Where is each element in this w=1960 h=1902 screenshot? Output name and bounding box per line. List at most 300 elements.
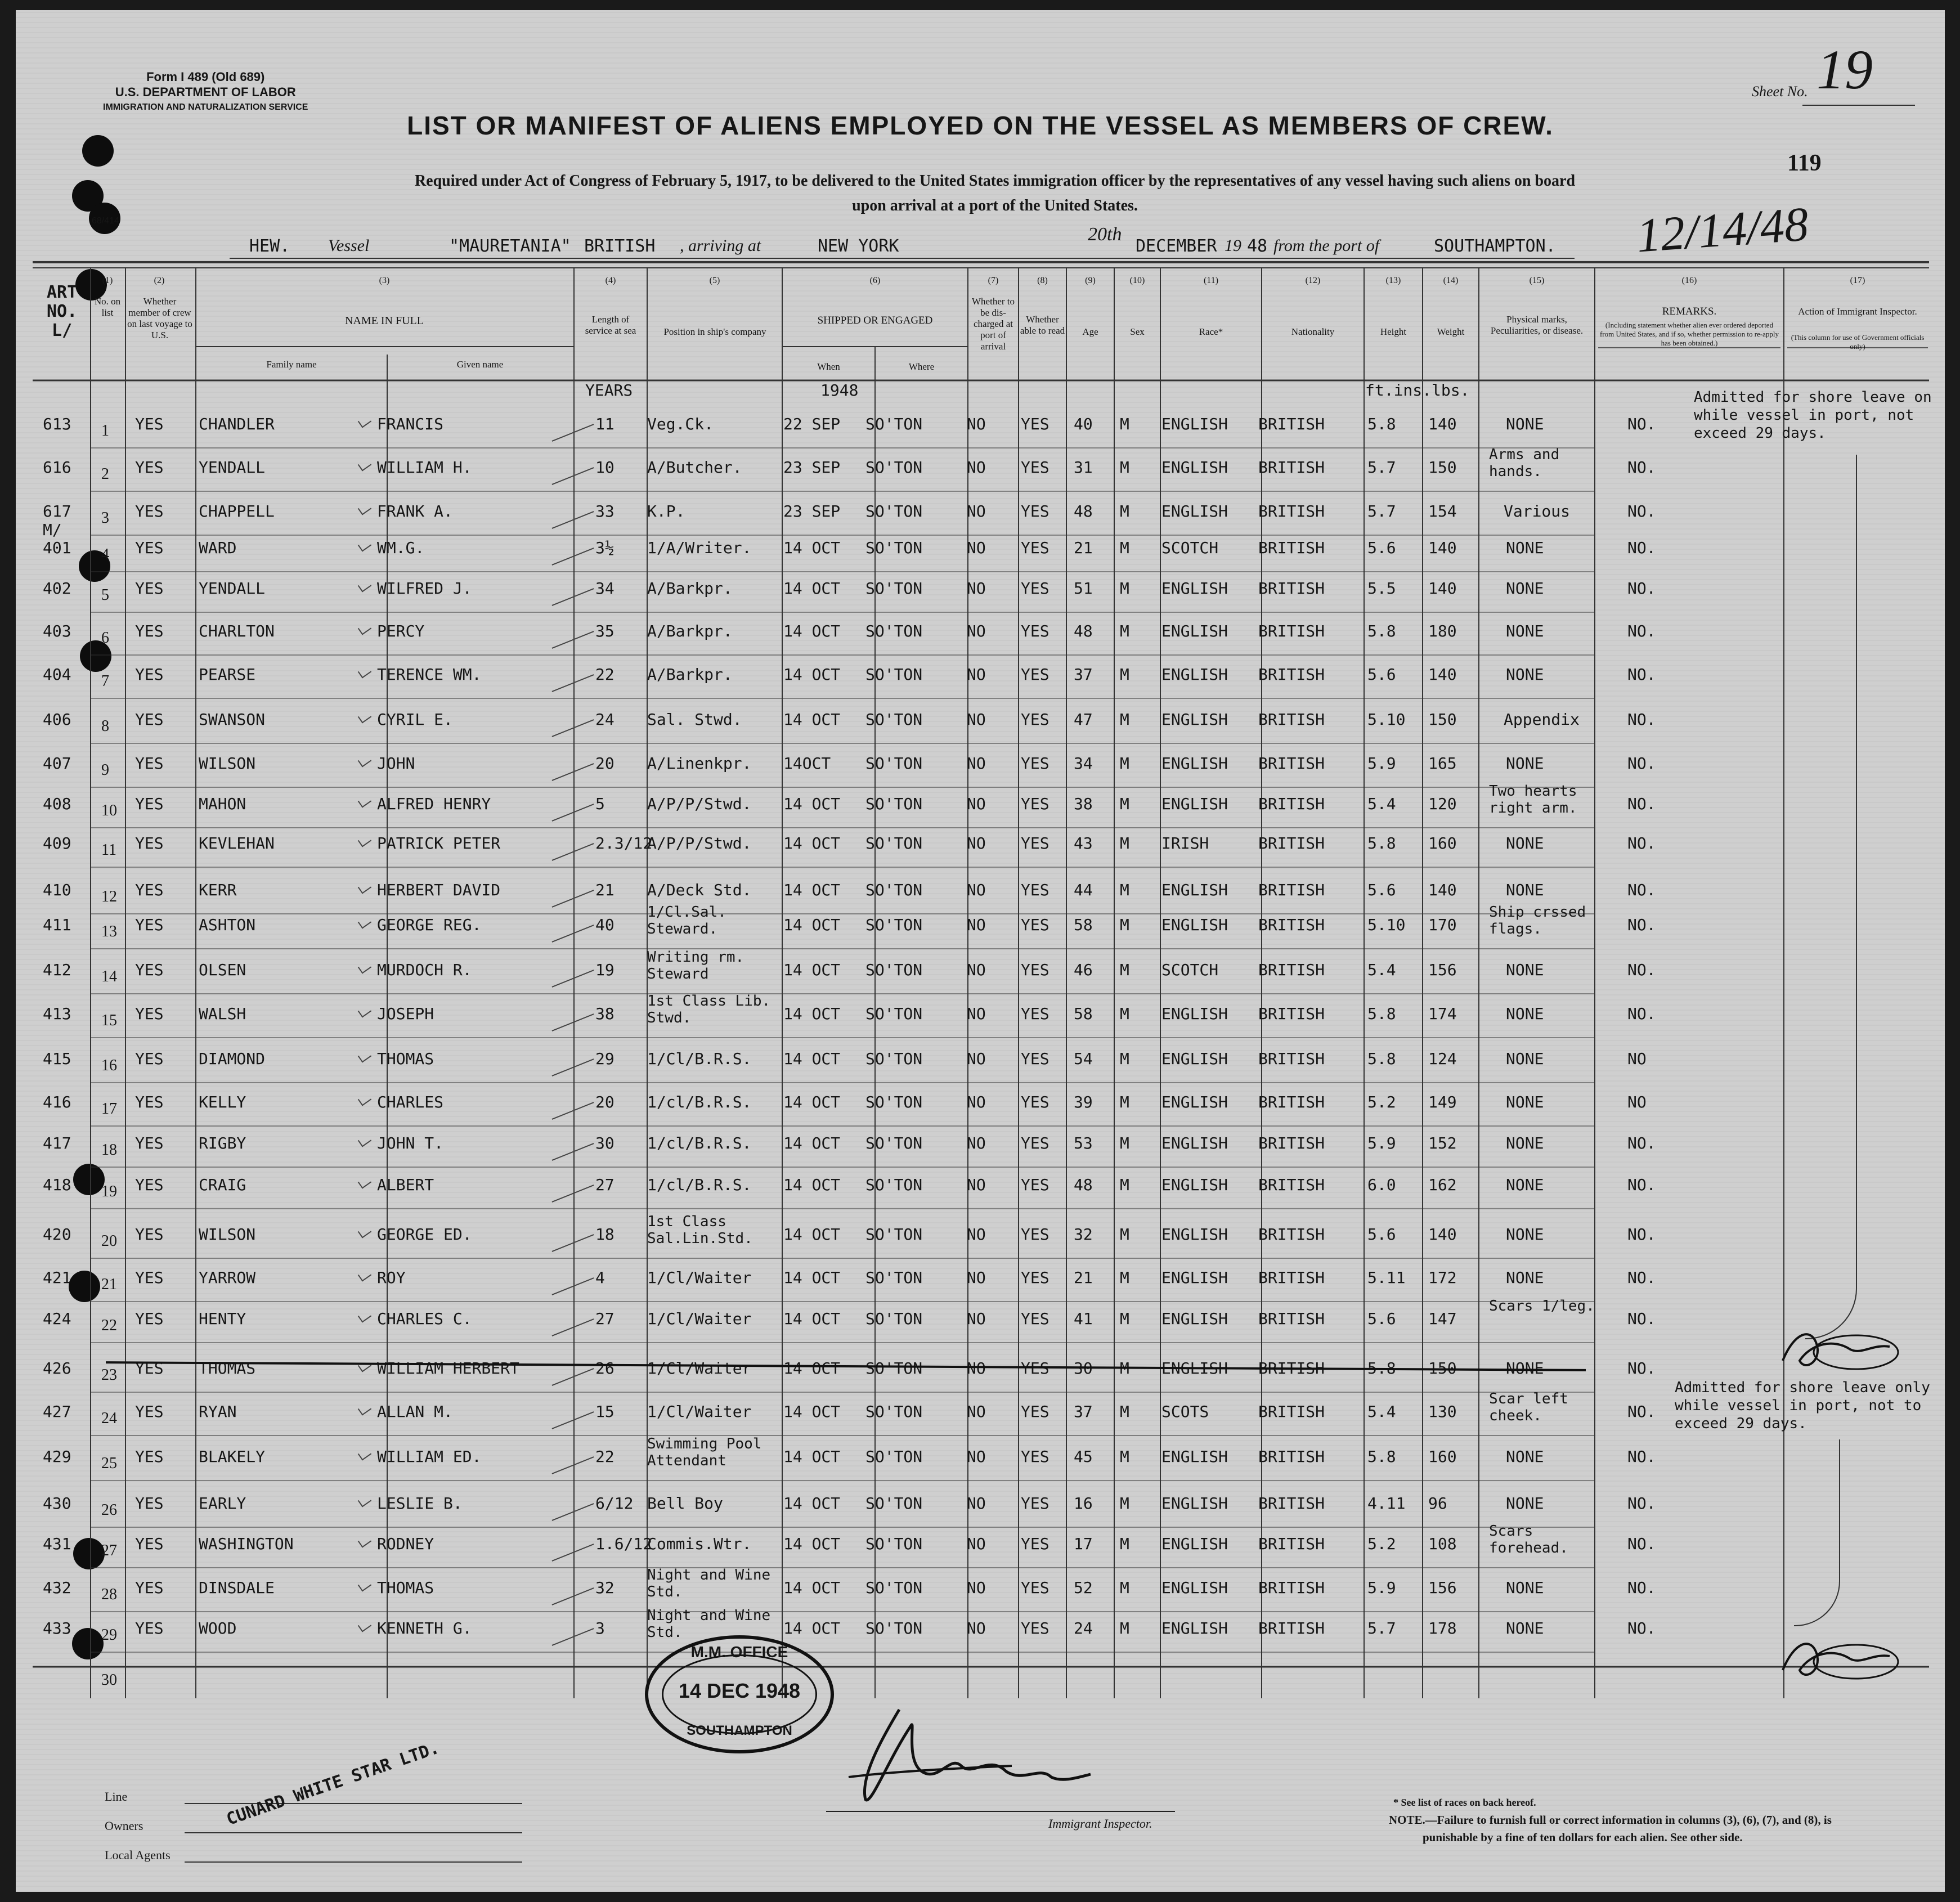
cell-height: 5.6 [1367, 1225, 1396, 1244]
cell-marks: NONE [1506, 1447, 1544, 1466]
cell-service: 19 [595, 961, 615, 979]
cell-height: 4.11 [1367, 1494, 1406, 1513]
column-number: (10) [1129, 276, 1145, 285]
cell-prev: YES [135, 1134, 164, 1152]
cell-no: 24 [101, 1410, 117, 1427]
cell-no: 9 [101, 761, 109, 779]
cell-prev: YES [135, 1447, 164, 1466]
cell-read: YES [1021, 1494, 1049, 1513]
cell-when: 14 OCT [783, 834, 841, 853]
cell-service: 32 [595, 1578, 615, 1597]
cell-no: 14 [101, 968, 117, 985]
cell-service: 3½ [595, 539, 615, 557]
cell-marks: Various [1504, 502, 1571, 521]
cell-service: 38 [595, 1004, 615, 1023]
cell-race: ENGLISH [1161, 1093, 1228, 1111]
cell-given: CHARLES C. [377, 1309, 472, 1328]
cell-family: WASHINGTON [199, 1535, 294, 1553]
cell-nat: BRITISH [1258, 1225, 1325, 1244]
cell-dis: NO [967, 1049, 986, 1068]
cell-race: ENGLISH [1161, 1134, 1228, 1152]
cell-when: 14 OCT [783, 1494, 841, 1513]
cell-when: 14 OCT [783, 1447, 841, 1466]
cell-sex: M [1120, 458, 1129, 477]
cell-sex: M [1120, 1578, 1129, 1597]
cell-remarks: NO. [1627, 622, 1656, 640]
cell-service: 5 [595, 795, 605, 813]
cell-art: 403 [43, 622, 71, 640]
column-number: (3) [379, 276, 390, 285]
cell-service: 24 [595, 710, 615, 729]
cell-when: 14 OCT [783, 881, 841, 899]
arrival-day: 20th [1088, 224, 1122, 245]
cell-read: YES [1021, 881, 1049, 899]
cell-height: 5.7 [1367, 502, 1396, 521]
cell-when: 14 OCT [783, 710, 841, 729]
cell-prev: YES [135, 1225, 164, 1244]
cell-art: 431 [43, 1535, 71, 1553]
cell-race: ENGLISH [1161, 1049, 1228, 1068]
cell-given: CYRIL E. [377, 710, 453, 729]
cell-given: GEORGE ED. [377, 1225, 472, 1244]
cell-position: A/Barkpr. [647, 579, 733, 598]
cell-art: 427 [43, 1402, 71, 1421]
arriving-label: , arriving at [680, 236, 761, 255]
cell-weight: 120 [1428, 795, 1457, 813]
cell-dis: NO [967, 795, 986, 813]
inspector-initials-signature [1771, 1631, 1901, 1693]
cell-remarks: NO. [1627, 1619, 1656, 1638]
cell-service: 6/12 [595, 1494, 634, 1513]
cell-family: RYAN [199, 1402, 237, 1421]
cell-art: 404 [43, 665, 71, 684]
cell-race: ENGLISH [1161, 754, 1228, 773]
cell-dis: NO [967, 1535, 986, 1553]
cell-race: ENGLISH [1161, 579, 1228, 598]
column-header: Physical marks, Peculiarities, or disease. [1490, 314, 1584, 336]
year-unit: 1948 [820, 381, 859, 400]
years-unit: YEARS [585, 381, 633, 400]
vessel-label: Vessel [328, 236, 370, 255]
stamp-office: M.M. OFFICE [690, 1643, 788, 1661]
cell-remarks: NO. [1627, 1176, 1656, 1194]
cell-weight: 140 [1428, 881, 1457, 899]
cell-marks: NONE [1506, 1268, 1544, 1287]
cell-given: HERBERT DAVID [377, 881, 501, 899]
form-line [185, 1861, 522, 1863]
cell-art: 417 [43, 1134, 71, 1152]
column-subheader: (This column for use of Government officials only) [1791, 333, 1925, 351]
cell-weight: 162 [1428, 1176, 1457, 1194]
cell-marks: NONE [1506, 539, 1544, 557]
cell-marks: Scars forehead. [1489, 1523, 1568, 1556]
cell-given: GEORGE REG. [377, 916, 482, 934]
cell-race: ENGLISH [1161, 1225, 1228, 1244]
cell-weight: 140 [1428, 579, 1457, 598]
cell-race: ENGLISH [1161, 916, 1228, 934]
art-header-line: NO. [47, 302, 78, 321]
cell-service: 18 [595, 1225, 615, 1244]
cell-art: 413 [43, 1004, 71, 1023]
cell-age: 48 [1074, 622, 1093, 640]
cell-read: YES [1021, 834, 1049, 853]
cell-service: 22 [595, 1447, 615, 1466]
cell-when: 14 OCT [783, 1619, 841, 1638]
cell-age: 45 [1074, 1447, 1093, 1466]
cell-read: YES [1021, 1619, 1049, 1638]
cell-weight: 160 [1428, 1447, 1457, 1466]
cell-prev: YES [135, 710, 164, 729]
cell-prev: YES [135, 458, 164, 477]
cell-sex: M [1120, 1535, 1129, 1553]
cell-age: 52 [1074, 1578, 1093, 1597]
cell-age: 47 [1074, 710, 1093, 729]
cell-art: 416 [43, 1093, 71, 1111]
cell-given: THOMAS [377, 1578, 434, 1597]
cell-where: SO'TON [865, 1093, 923, 1111]
cell-weight: 152 [1428, 1134, 1457, 1152]
cell-remarks: NO [1627, 1049, 1647, 1068]
cell-dis: NO [967, 1447, 986, 1466]
cell-sex: M [1120, 415, 1129, 433]
cell-given: TERENCE WM. [377, 665, 482, 684]
cell-art: 426 [43, 1359, 71, 1378]
column-number: (5) [709, 276, 720, 285]
art-number-header [47, 283, 77, 340]
cell-race: ENGLISH [1161, 1268, 1228, 1287]
stamp-port: SOUTHAMPTON [687, 1723, 792, 1738]
cell-position: A/P/P/Stwd. [647, 795, 752, 813]
cell-age: 40 [1074, 415, 1093, 433]
cell-no: 11 [101, 841, 116, 859]
cell-age: 44 [1074, 881, 1093, 899]
cell-sex: M [1120, 579, 1129, 598]
cell-family: SWANSON [199, 710, 266, 729]
cell-art: 410 [43, 881, 71, 899]
cell-nat: BRITISH [1258, 539, 1325, 557]
cell-given: ALFRED HENRY [377, 795, 491, 813]
cell-given: PERCY [377, 622, 425, 640]
cell-family: RIGBY [199, 1134, 246, 1152]
cell-no: 10 [101, 802, 117, 819]
cell-height: 5.9 [1367, 1578, 1396, 1597]
cell-family: PEARSE [199, 665, 256, 684]
column-number: (2) [154, 276, 165, 285]
cell-age: 54 [1074, 1049, 1093, 1068]
cell-marks: NONE [1506, 415, 1544, 433]
cell-read: YES [1021, 1402, 1049, 1421]
form-code: 68/414 [92, 216, 119, 226]
cell-read: YES [1021, 1004, 1049, 1023]
cell-weight: 147 [1428, 1309, 1457, 1328]
cell-prev: YES [135, 1402, 164, 1421]
cell-position: A/Deck Std. [647, 881, 752, 899]
cell-height: 5.9 [1367, 754, 1396, 773]
cell-nat: BRITISH [1258, 834, 1325, 853]
cell-when: 14 OCT [783, 1359, 841, 1378]
cell-read: YES [1021, 1225, 1049, 1244]
cell-family: KEVLEHAN [199, 834, 275, 853]
cell-height: 5.2 [1367, 1093, 1396, 1111]
cell-height: 5.8 [1367, 415, 1396, 433]
cell-height: 5.6 [1367, 881, 1396, 899]
cell-read: YES [1021, 665, 1049, 684]
cell-nat: BRITISH [1258, 1447, 1325, 1466]
cell-position: 1/Cl/B.R.S. [647, 1049, 752, 1068]
cell-remarks: NO. [1627, 1225, 1656, 1244]
column-header: Family name [266, 359, 317, 370]
cell-marks: NONE [1506, 1619, 1544, 1638]
cell-given: WILLIAM H. [377, 458, 472, 477]
cell-marks: Two hearts right arm. [1489, 783, 1577, 817]
arrival-month: DECEMBER [1136, 236, 1217, 256]
column-header: Weight [1437, 326, 1465, 337]
column-number: (15) [1529, 276, 1545, 285]
cell-nat: BRITISH [1258, 1134, 1325, 1152]
column-number: (7) [988, 276, 999, 285]
cell-nat: BRITISH [1258, 1619, 1325, 1638]
cell-dis: NO [967, 754, 986, 773]
cell-race: ENGLISH [1161, 665, 1228, 684]
manifest-sheet [16, 10, 1945, 1892]
cell-height: 5.4 [1367, 961, 1396, 979]
cell-no: 29 [101, 1626, 117, 1644]
cell-family: EARLY [199, 1494, 246, 1513]
cell-nat: BRITISH [1258, 1359, 1325, 1378]
cell-where: SO'TON [865, 1578, 923, 1597]
cell-sex: M [1120, 1225, 1129, 1244]
cell-position: 1/Cl/Waiter [647, 1359, 752, 1378]
voyage-prefix: HEW. [249, 236, 290, 256]
cell-no: 12 [101, 888, 117, 905]
cell-age: 17 [1074, 1535, 1093, 1553]
cell-race: ENGLISH [1161, 1447, 1228, 1466]
cell-where: SO'TON [865, 1619, 923, 1638]
vessel-name: "MAURETANIA" [449, 236, 571, 256]
cell-no: 6 [101, 629, 109, 647]
cell-position: Commis.Wtr. [647, 1535, 752, 1553]
cell-prev: YES [135, 754, 164, 773]
cell-weight: 170 [1428, 916, 1457, 934]
cell-age: 37 [1074, 1402, 1093, 1421]
cell-family: OLSEN [199, 961, 246, 979]
service: IMMIGRATION AND NATURALIZATION SERVICE [103, 102, 308, 112]
cell-when: 14 OCT [783, 1578, 841, 1597]
cell-art: 433 [43, 1619, 71, 1638]
cell-where: SO'TON [865, 622, 923, 640]
cell-race: ENGLISH [1161, 1535, 1228, 1553]
owners-label: Owners [105, 1819, 143, 1833]
cell-race: ENGLISH [1161, 415, 1228, 433]
column-header: Where [908, 361, 935, 372]
cell-service: 27 [595, 1176, 615, 1194]
cell-remarks: NO. [1627, 916, 1656, 934]
cell-prev: YES [135, 1359, 164, 1378]
cell-race: ENGLISH [1161, 1619, 1228, 1638]
cell-no: 15 [101, 1012, 117, 1029]
cell-prev: YES [135, 795, 164, 813]
cell-family: DINSDALE [199, 1578, 275, 1597]
cell-family: YENDALL [199, 458, 266, 477]
cell-remarks: NO. [1627, 1004, 1656, 1023]
cell-dis: NO [967, 1494, 986, 1513]
cell-family: KERR [199, 881, 237, 899]
cell-when: 14 OCT [783, 961, 841, 979]
cell-family: CHAPPELL [199, 502, 275, 521]
cell-marks: NONE [1506, 1134, 1544, 1152]
cell-position: Writing rm. Steward [647, 949, 744, 983]
page-number: 119 [1787, 150, 1822, 176]
cell-no: 5 [101, 586, 109, 604]
cell-service: 40 [595, 916, 615, 934]
cell-where: SO'TON [865, 1494, 923, 1513]
cell-weight: 156 [1428, 1578, 1457, 1597]
cell-no: 27 [101, 1542, 117, 1559]
form-number: Form I 489 (Old 689) [146, 70, 265, 84]
cell-sex: M [1120, 539, 1129, 557]
cell-position: A/Butcher. [647, 458, 742, 477]
cell-marks: NONE [1506, 834, 1544, 853]
cell-sex: M [1120, 881, 1129, 899]
signature-line [826, 1811, 1175, 1812]
cell-weight: 160 [1428, 834, 1457, 853]
cell-sex: M [1120, 665, 1129, 684]
cell-marks: NONE [1506, 881, 1544, 899]
cell-sex: M [1120, 1402, 1129, 1421]
cell-where: SO'TON [865, 1402, 923, 1421]
cell-service: 4 [595, 1268, 605, 1287]
cell-age: 24 [1074, 1619, 1093, 1638]
cell-service: 20 [595, 754, 615, 773]
cell-sex: M [1120, 622, 1129, 640]
cell-service: 15 [595, 1402, 615, 1421]
cell-age: 30 [1074, 1359, 1093, 1378]
cell-art: 429 [43, 1447, 71, 1466]
cell-weight: 178 [1428, 1619, 1457, 1638]
cell-race: ENGLISH [1161, 622, 1228, 640]
cell-race: SCOTCH [1161, 961, 1219, 979]
cell-marks: Scar left cheek. [1489, 1390, 1568, 1424]
cell-race: ENGLISH [1161, 502, 1228, 521]
cell-age: 31 [1074, 458, 1093, 477]
cell-no: 26 [101, 1501, 117, 1519]
year-suffix: 48 [1247, 236, 1268, 256]
line-label: Line [105, 1789, 128, 1804]
cell-read: YES [1021, 622, 1049, 640]
cell-no: 25 [101, 1455, 117, 1472]
cell-sex: M [1120, 795, 1129, 813]
cell-service: 35 [595, 622, 615, 640]
cell-height: 5.6 [1367, 665, 1396, 684]
cell-prev: YES [135, 1494, 164, 1513]
inspector-signature [826, 1693, 1096, 1805]
cell-dis: NO [967, 622, 986, 640]
cell-position: 1/cl/B.R.S. [647, 1093, 752, 1111]
cell-age: 34 [1074, 754, 1093, 773]
form-line [185, 1832, 522, 1833]
bracket-line [1805, 455, 1857, 1339]
cell-no: 18 [101, 1141, 117, 1159]
cell-where: SO'TON [865, 1447, 923, 1466]
cell-age: 53 [1074, 1134, 1093, 1152]
cell-prev: YES [135, 539, 164, 557]
cell-where: SO'TON [865, 579, 923, 598]
stamp-date: 14 DEC 1948 [678, 1679, 801, 1702]
cell-height: 5.7 [1367, 1619, 1396, 1638]
cell-weight: 150 [1428, 458, 1457, 477]
cell-marks: NONE [1506, 665, 1544, 684]
cell-dis: NO [967, 1309, 986, 1328]
cell-service: 22 [595, 665, 615, 684]
cell-dis: NO [967, 502, 986, 521]
cell-marks: NONE [1506, 622, 1544, 640]
cell-position: A/P/P/Stwd. [647, 834, 752, 853]
cell-service: 20 [595, 1093, 615, 1111]
cell-dis: NO [967, 665, 986, 684]
cell-given: WILFRED J. [377, 579, 472, 598]
cell-age: 21 [1074, 1268, 1093, 1287]
cell-read: YES [1021, 1268, 1049, 1287]
vessel-flag: BRITISH [584, 236, 656, 256]
inspector-remark: Admitted for shore leave on while vessel in port, not exceed 29 days. [1694, 389, 1932, 442]
cell-given: WILLIAM HERBERT [377, 1359, 519, 1378]
cell-dis: NO [967, 1578, 986, 1597]
column-number: (9) [1085, 276, 1096, 285]
cell-remarks: NO. [1627, 961, 1656, 979]
cell-where: SO'TON [865, 1535, 923, 1553]
cell-where: SO'TON [865, 539, 923, 557]
cell-nat: BRITISH [1258, 710, 1325, 729]
cell-nat: BRITISH [1258, 754, 1325, 773]
cell-dis: NO [967, 1225, 986, 1244]
cell-age: 16 [1074, 1494, 1093, 1513]
cell-marks: Arms and hands. [1489, 446, 1560, 480]
cell-when: 14 OCT [783, 1402, 841, 1421]
cell-height: 5.6 [1367, 1309, 1396, 1328]
cell-where: SO'TON [865, 881, 923, 899]
cell-age: 39 [1074, 1093, 1093, 1111]
cell-when: 14 OCT [783, 1134, 841, 1152]
cell-dis: NO [967, 579, 986, 598]
cell-family: WARD [199, 539, 237, 557]
cell-when: 14 OCT [783, 1309, 841, 1328]
cell-art: 407 [43, 754, 71, 773]
inspector-initials-signature [1771, 1321, 1901, 1383]
cell-when: 14 OCT [783, 1004, 841, 1023]
cell-race: ENGLISH [1161, 1309, 1228, 1328]
owner-stamp: CUNARD WHITE STAR LTD. [224, 1738, 442, 1830]
column-number: (16) [1681, 276, 1697, 285]
cell-when: 14 OCT [783, 1093, 841, 1111]
cell-marks: NONE [1506, 1176, 1544, 1194]
cell-sex: M [1120, 754, 1129, 773]
cell-dis: NO [967, 539, 986, 557]
cell-dis: NO [967, 916, 986, 934]
cell-art: 418 [43, 1176, 71, 1194]
cell-age: 48 [1074, 1176, 1093, 1194]
cell-race: SCOTCH [1161, 539, 1219, 557]
cell-remarks: NO. [1627, 1268, 1656, 1287]
cell-prev: YES [135, 665, 164, 684]
cell-no: 20 [101, 1232, 117, 1250]
cell-position: 1st Class Sal.Lin.Std. [647, 1213, 753, 1247]
handwritten-date: 12/14/48 [1635, 196, 1810, 263]
cell-given: WILLIAM ED. [377, 1447, 482, 1466]
cell-position: K.P. [647, 502, 685, 521]
cell-marks: Appendix [1504, 710, 1580, 729]
cell-no: 3 [101, 509, 109, 527]
column-subheader: (Including statement whether alien ever ordered deported from United States, and if so, whether permission to re-apply has been obtained.) [1599, 321, 1779, 347]
